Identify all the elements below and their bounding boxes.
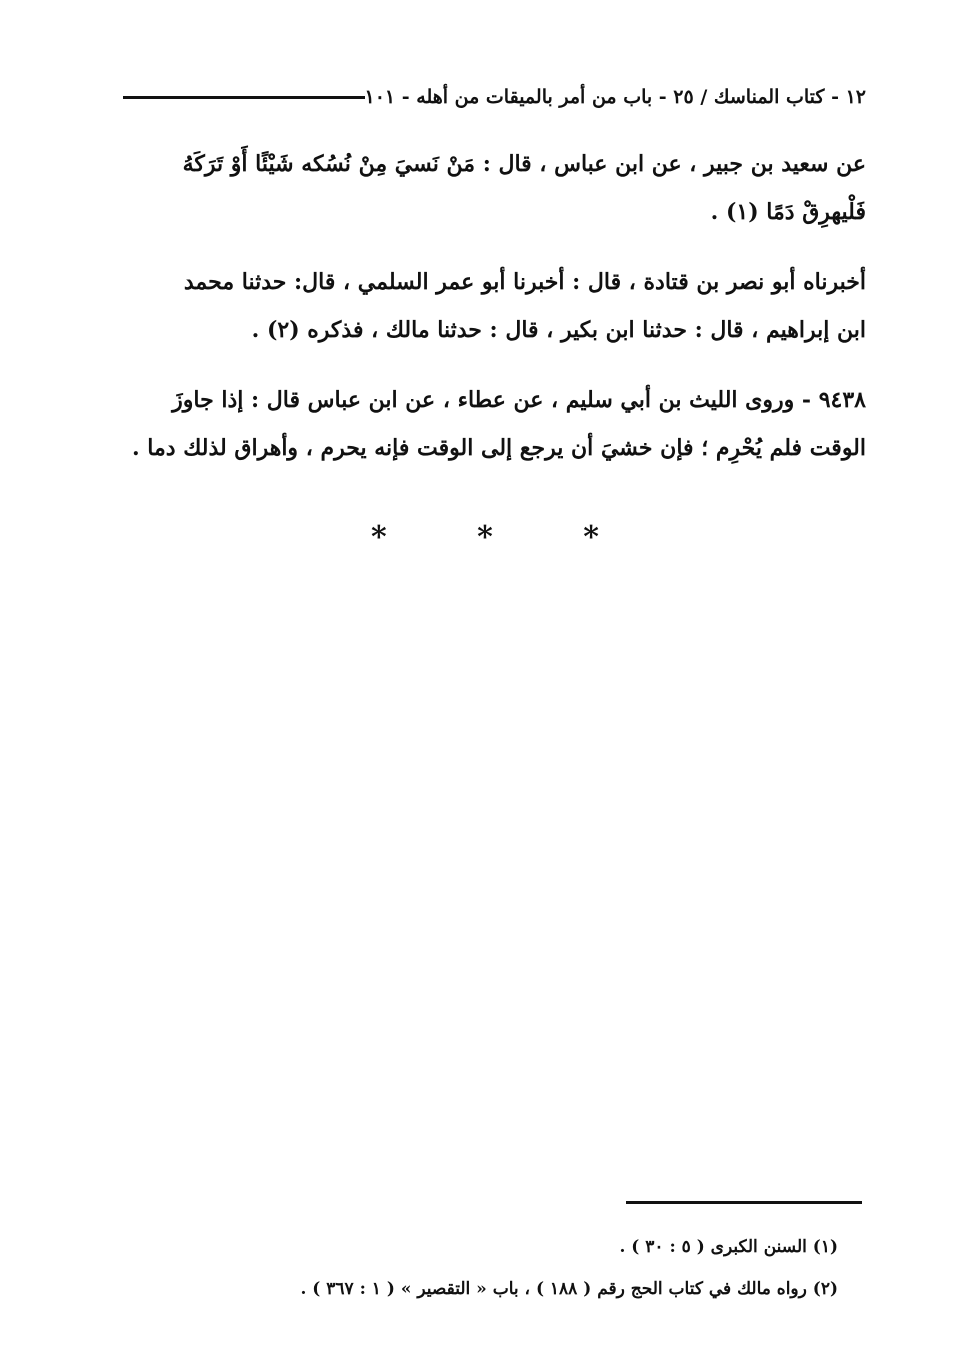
paragraph-1	[120, 140, 866, 236]
header-rule	[123, 96, 365, 99]
running-header	[90, 80, 866, 114]
paragraph-line: أخبرناه أبو نصر بن قتادة ، قال : أخبرنا أبو عمر السلمي ، قال: حدثنا محمد	[183, 269, 866, 295]
paragraph-line: الوقت فلم يُحْرِم ؛ فإن خشيَ أن يرجع إلى الوقت فإنه يحرم ، وأهراق لذلك دما .	[131, 435, 866, 461]
footnote-1: (١) السنن الكبرى ( ٥ : ٣٠ ) .	[619, 1237, 838, 1257]
main-text	[120, 140, 866, 494]
paragraph-2	[120, 258, 866, 354]
paragraph-line: ٩٤٣٨ - وروى الليث بن أبي سليم ، عن عطاء ، عن ابن عباس قال : إذا جاوزَ	[172, 387, 866, 413]
paragraph-line: عن سعيد بن جبير ، عن ابن عباس ، قال : مَنْ نَسيَ مِنْ نُسُكه شَيْئًا أَوْ تَرَكَهُ	[182, 151, 866, 177]
footnotes	[118, 1226, 838, 1310]
section-separator: * * *	[371, 520, 639, 555]
footnote-2: (٢) رواه مالك في كتاب الحج رقم ( ١٨٨ ) ، باب « التقصير » ( ١ : ٣٦٧ ) .	[300, 1279, 838, 1299]
footnote-rule	[626, 1201, 862, 1204]
paragraph-line: ابن إبراهيم ، قال : حدثنا ابن بكير ، قال : حدثنا مالك ، فذكره (٢) .	[251, 317, 866, 343]
running-header-text: ١٢ - كتاب المناسك / ٢٥ - باب من أمر بالميقات من أهله - ١٠١	[364, 86, 866, 108]
paragraph-line: فَلْيهرِقْ دَمًا (١) .	[710, 199, 866, 225]
paragraph-3	[120, 376, 866, 472]
